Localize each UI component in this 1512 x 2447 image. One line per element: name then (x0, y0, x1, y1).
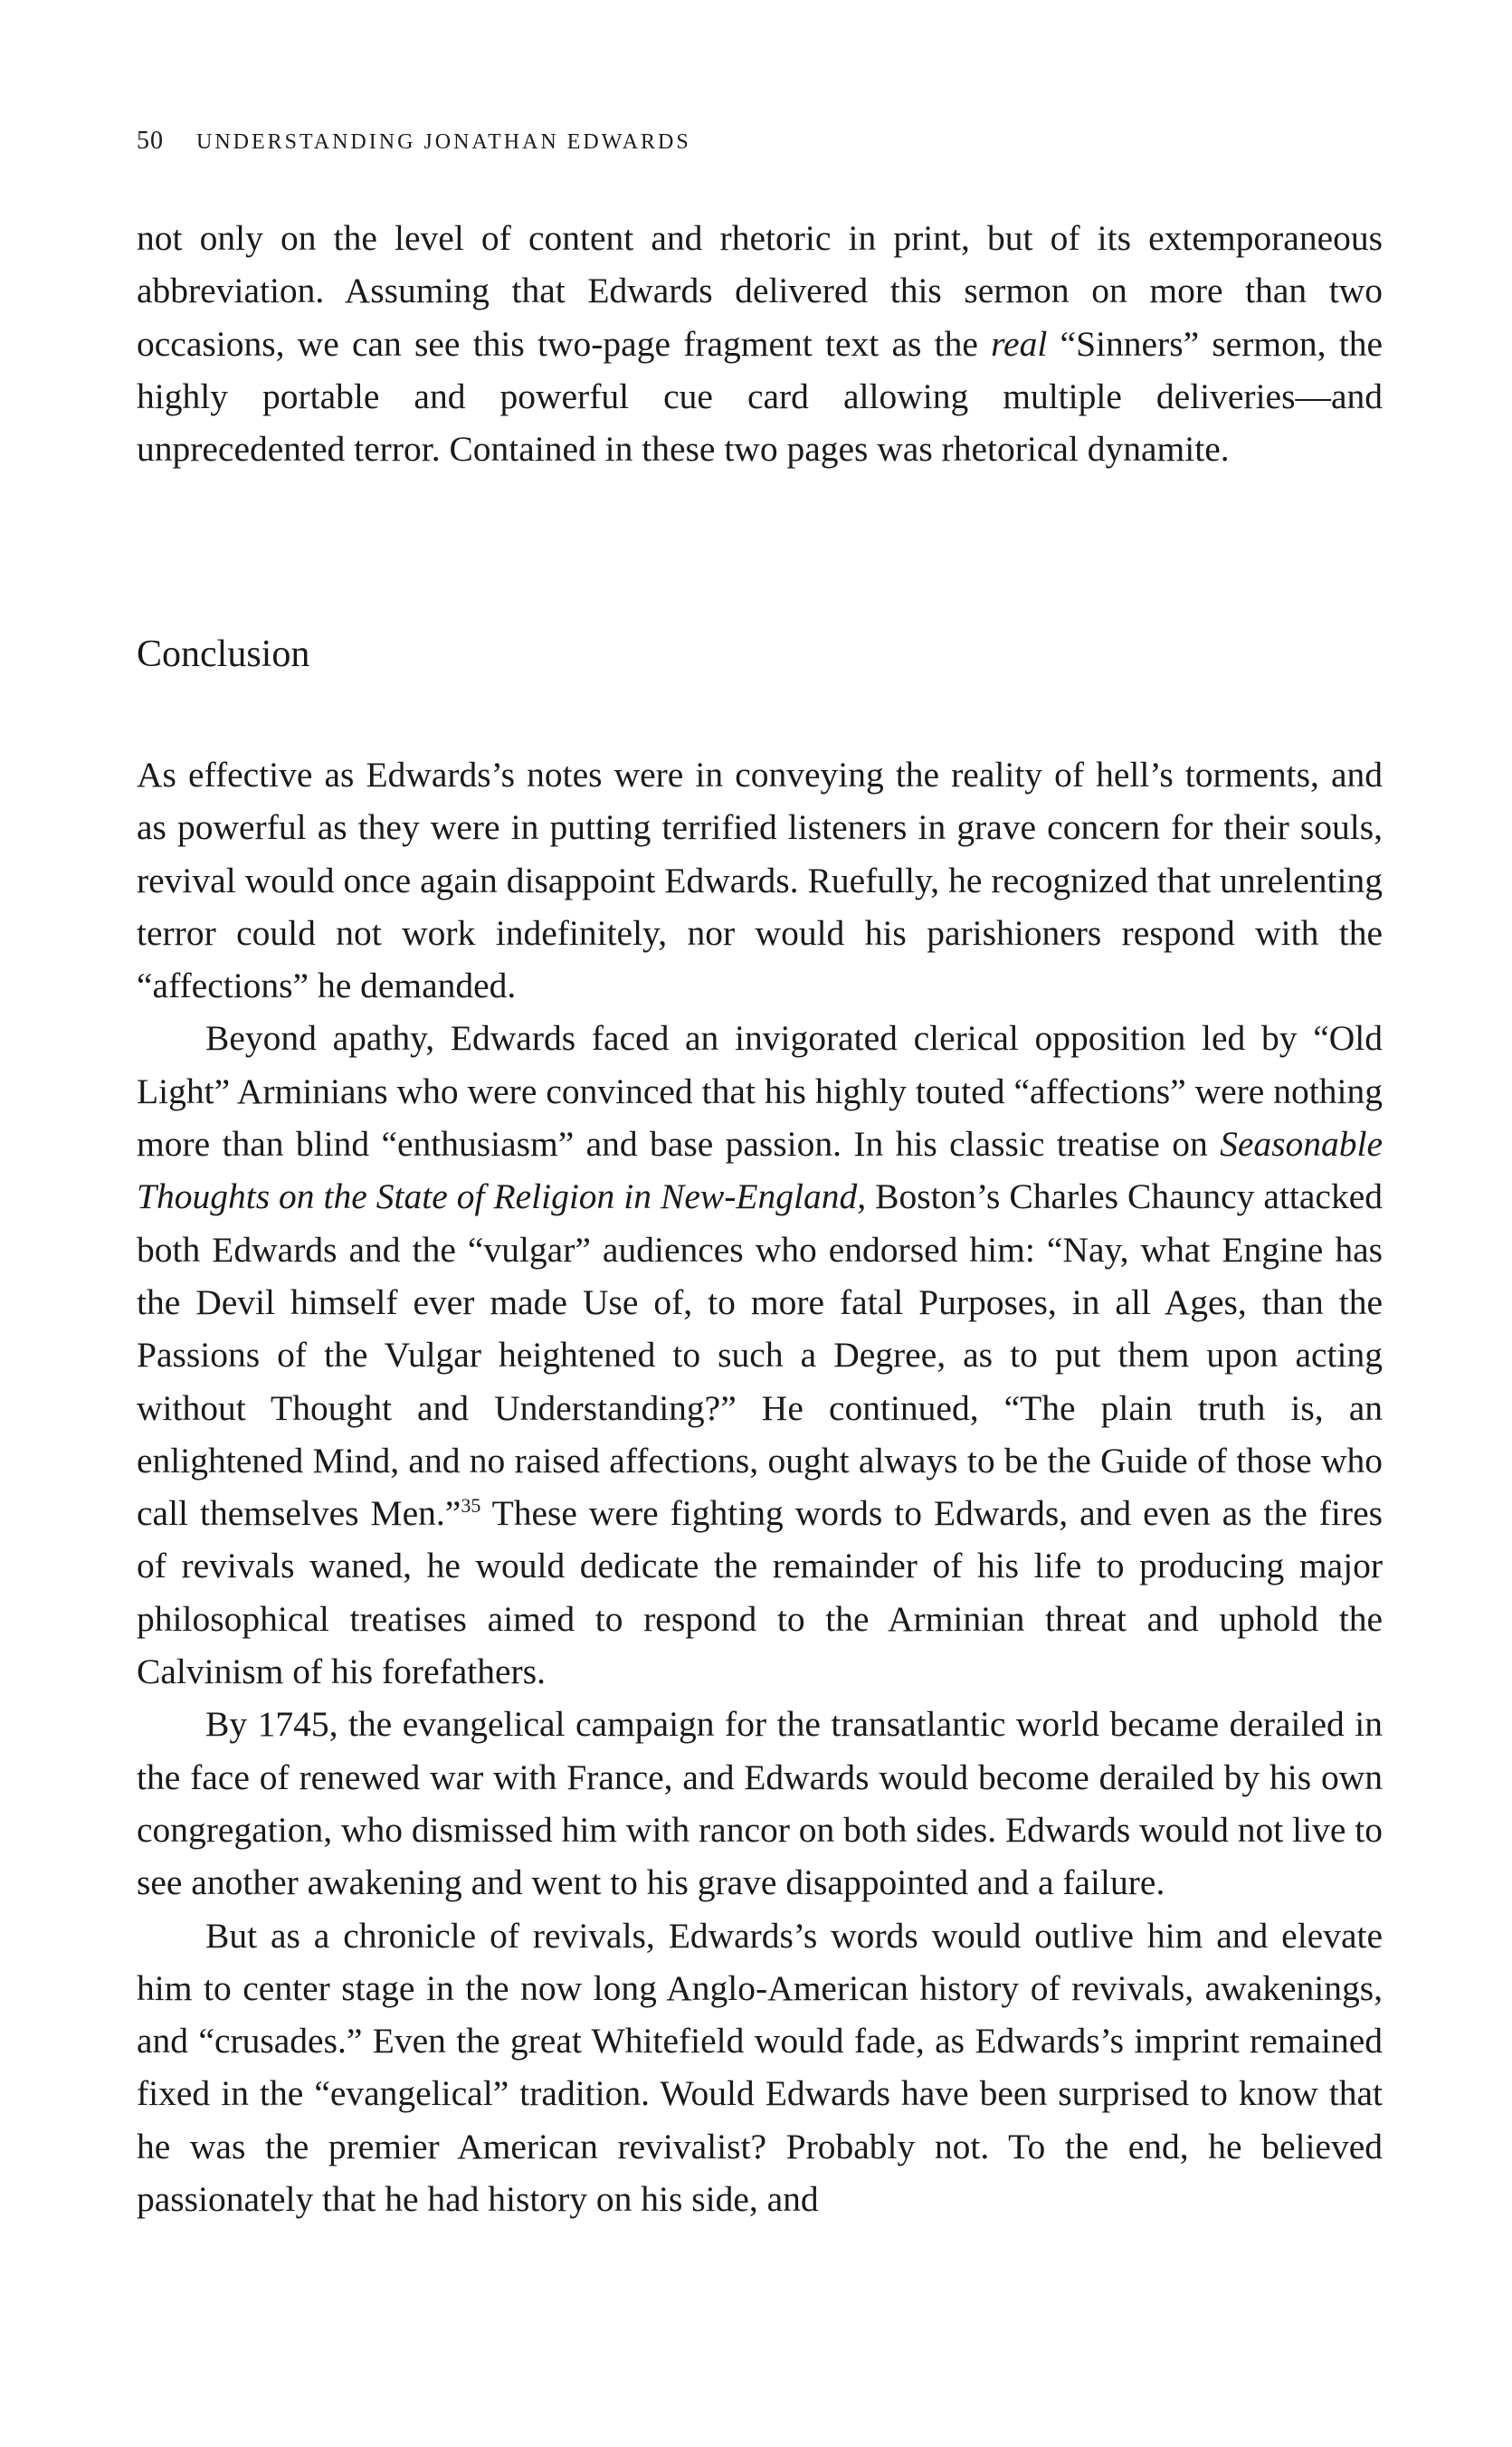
continued-paragraph (137, 212, 1383, 475)
paragraph-4: But as a chronicle of revivals, Edwards’s words would outlive him and elevate him to center stage in the now long Anglo-American history of revivals, awakenings, and “crusades.” Even the great Whitefield would fade, as Edwards’s imprint remained fixed in the “evangelical” tradition. Would Edwards have been surprised to know that he was the premier American revivalist? Probably not. To the end, he believed passionately that he had history on his side, and (137, 1915, 1383, 2220)
paragraph-3: By 1745, the evangelical campaign for the transatlantic world became derailed in the face of renewed war with France, and Edwards would become derailed by his own congregation, who dismissed him with rancor on both sides. Edwards would not live to see another awakening and went to his grave disappointed and a failure. (137, 1704, 1383, 1903)
paragraph-2 (137, 1012, 1383, 1698)
continued-italic-real: real (991, 323, 1048, 364)
running-head-title: UNDERSTANDING JONATHAN EDWARDS (196, 130, 691, 154)
section-heading: Conclusion (137, 633, 310, 675)
paragraph-2-text-1: Beyond apathy, Edwards faced an invigorated clerical opposition led by “Old Light” Arminians who were convinced that his highly touted “affections” were nothing more than blind “enthusiasm” and base passion. In his classic treatise on (137, 1018, 1383, 1165)
continued-paragraph-block (137, 212, 1383, 475)
footnote-reference: 35 (461, 1494, 481, 1517)
paragraph-2-book-title: Seasonable Thoughts on the State of Religion in New-England, (137, 1124, 1383, 1217)
continued-text-1: not only on the level of content and rhetoric in print, but of its extemporaneous abbreviation. Assuming that Edwards delivered this sermon on more than two occasions, we can see this two-page fragment text as the (137, 218, 1383, 364)
conclusion-body (137, 748, 1383, 2225)
running-head (137, 127, 691, 156)
page-number: 50 (137, 127, 164, 155)
continued-text-2: “Sinners” sermon, the highly portable and powerful cue card allowing multiple deliveries—and unprecedented terror. Contained in these two pages was rhetorical dynamite. (137, 323, 1384, 470)
paragraph-2-text-2: Boston’s Charles Chauncy attacked both Edwards and the “vulgar” audiences who endorsed him: “Nay, what Engine has the Devil himself ever made Use of, to more fatal Purposes, in all Ages, than the Passions of the Vulgar heightened to such a Degree, as to put them upon acting without Thought and Understanding?” He continued, “The plain truth is, an enlightened Mind, and no raised affections, ought always to be the Guide of those who call themselves Men.” (137, 1176, 1383, 1534)
paragraph-1: As effective as Edwards’s notes were in conveying the reality of hell’s torments, and as powerful as they were in putting terrified listeners in grave concern for their souls, revival would once again disappoint Edwards. Ruefully, he recognized that unrelenting terror could not work indefinitely, nor would his parishioners respond with the “affections” he demanded. (137, 755, 1383, 1006)
paragraph-2-text-3: These were fighting words to Edwards, and even as the fires of revivals waned, he would dedicate the remainder of his life to producing major philosophical treatises aimed to respond to the Arminian threat and uphold the Calvinism of his forefathers. (137, 1493, 1383, 1692)
